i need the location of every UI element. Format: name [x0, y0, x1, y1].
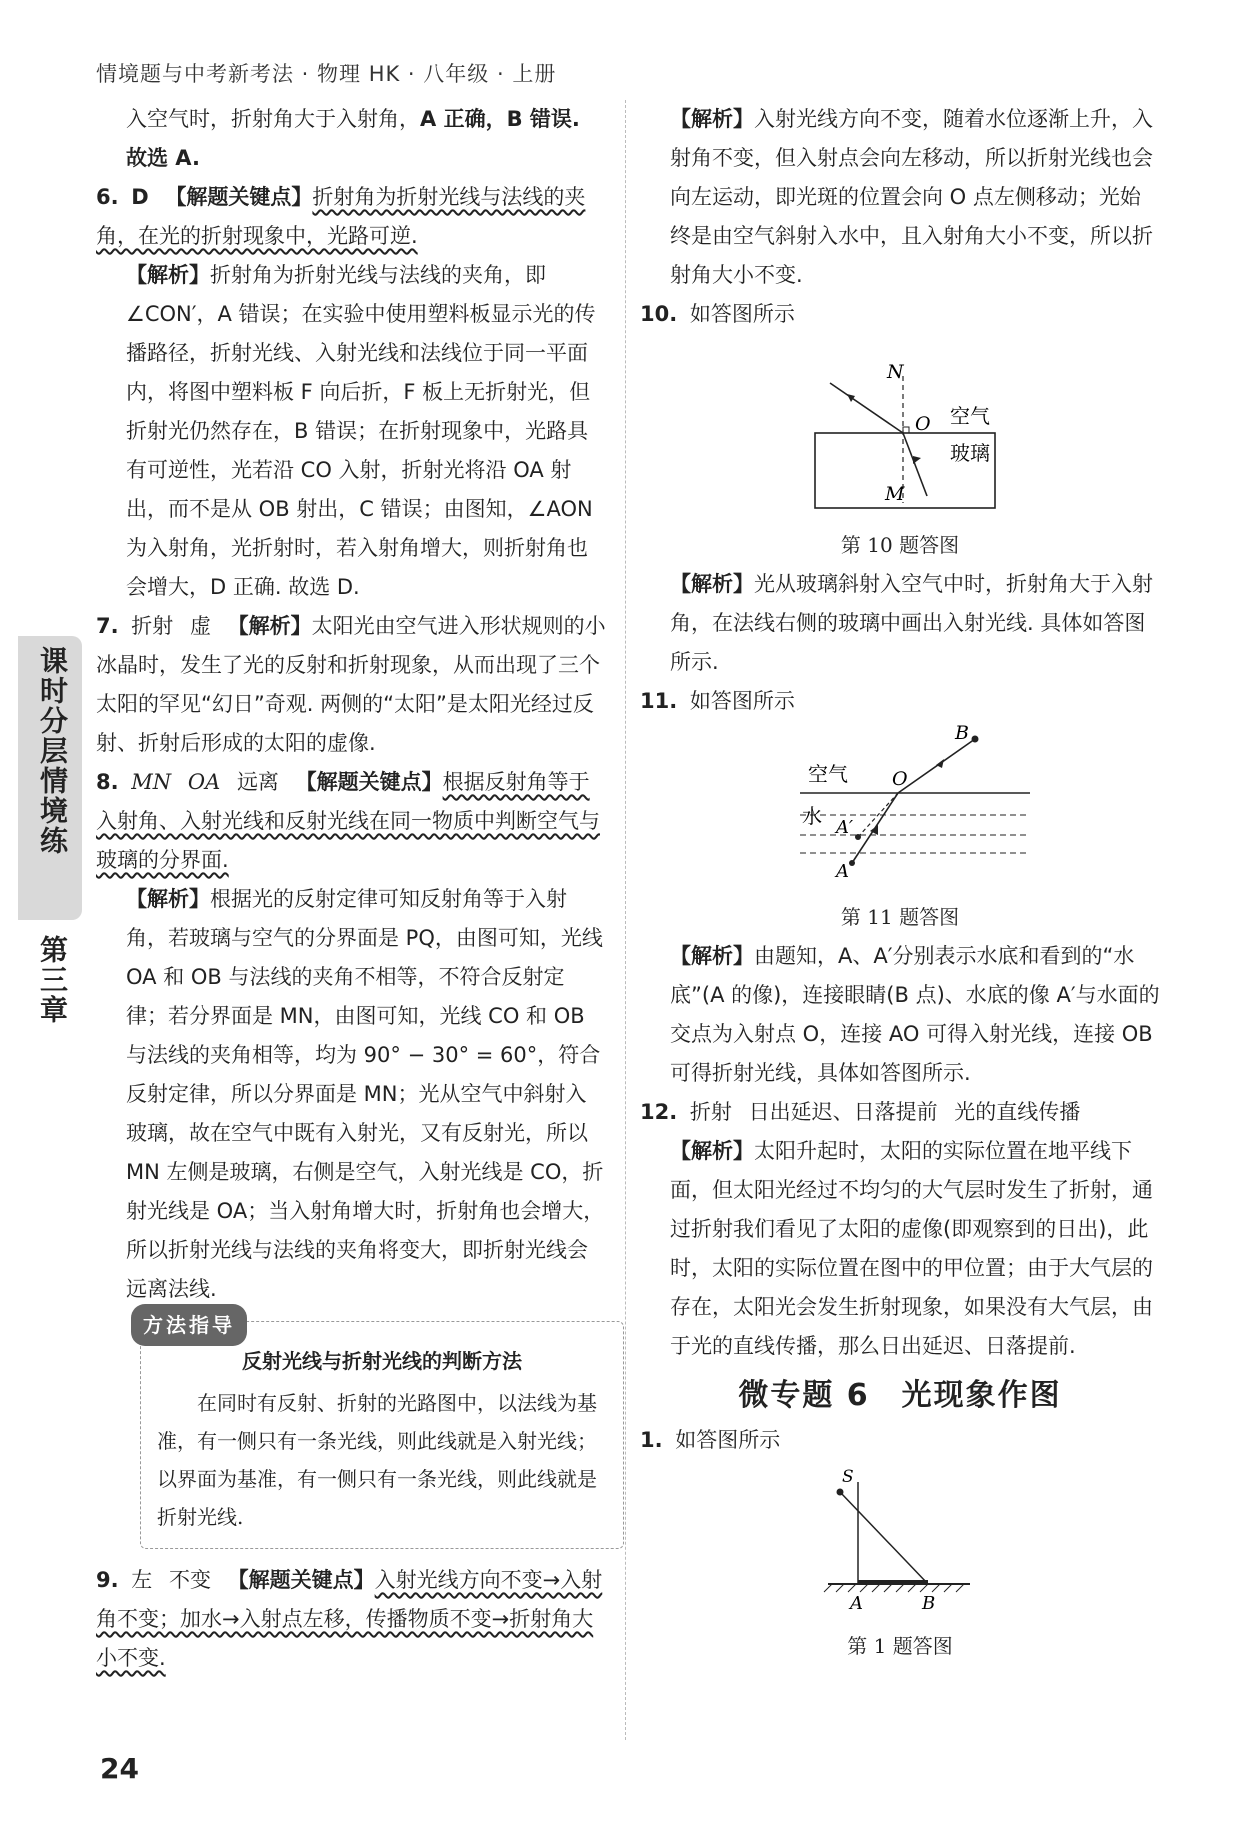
side-tab [18, 636, 82, 920]
q10-num: 10. [640, 302, 678, 326]
q12-answer-2: 日出延迟、日落提前 [748, 1100, 938, 1124]
point-a-prime [855, 834, 861, 840]
ground-hatch [824, 1584, 964, 1592]
q11-analysis-label: 【解析】 [670, 944, 754, 968]
question-6 [96, 178, 606, 607]
q6-answer: D [131, 185, 149, 209]
column-divider [625, 100, 626, 1740]
refracted-ray-ob [898, 739, 975, 793]
q10-caption: 第 10 题答图 [840, 533, 960, 557]
method-title: 反射光线与折射光线的判断方法 [242, 1349, 522, 1373]
point-s [837, 1489, 844, 1496]
point-a [849, 860, 855, 866]
q5-continuation [96, 100, 606, 178]
q9-num: 9. [96, 1568, 119, 1592]
q5-cont-bold: A 正确，B 错误. [420, 107, 580, 131]
special-q1 [640, 1421, 1160, 1666]
q11-lead: 如答图所示 [689, 689, 795, 713]
q8-answer-1: MN [131, 770, 172, 794]
q6-num: 6. [96, 185, 119, 209]
label-m: M [885, 483, 905, 505]
label-s: S [842, 1467, 854, 1487]
method-badge: 方法指导 [131, 1304, 247, 1346]
q6-key-label: 【解题关键点】 [165, 185, 313, 209]
q9-analysis [640, 100, 1160, 295]
q8-num: 8. [96, 770, 119, 794]
label-glass: 玻璃 [950, 441, 990, 465]
incident-ray [903, 433, 927, 496]
s1-diagram [810, 1464, 990, 1614]
question-8 [96, 763, 606, 1309]
q8-analysis-text: 根据光的反射定律可知反射角等于入射角，若玻璃与空气的分界面是 PQ，由图可知，光线 OA 和 OB 与法线的夹角不相等，不符合反射定律；若分界面是 MN，由图可知，光线 CO 和 OB 与法线的夹角相等，均为 90° − 30° = 60°，符合反射定律，所以分界面是 MN；光从空气中斜射入玻璃，故在空气中既有入射光，又有反射光，所以 MN 左侧是玻璃，右侧是空气，入射光线是 CO，折射光线是 OA；当入射角增大时，折射角也会增大，所以折射光线与法线的夹角将变大，即折射光线会远离法线. [126, 887, 605, 1301]
q11-num: 11. [640, 689, 678, 713]
q9-analysis-label: 【解析】 [670, 107, 754, 131]
q12-num: 12. [640, 1100, 678, 1124]
s1-num: 1. [640, 1428, 663, 1452]
incident-arrow [913, 456, 921, 464]
question-12 [640, 1093, 1160, 1366]
label-n: N [887, 361, 904, 383]
s1-lead: 如答图所示 [675, 1428, 781, 1452]
q10-analysis-text: 光从玻璃斜射入空气中时，折射角大于入射角，在法线右侧的玻璃中画出入射光线. 具体如答图所示. [670, 572, 1153, 674]
left-column [96, 100, 606, 1678]
ob-arrow [936, 759, 944, 768]
question-9 [96, 1561, 606, 1678]
q8-analysis-label: 【解析】 [126, 887, 210, 911]
q11-analysis [640, 937, 1160, 1093]
q10-figure [640, 338, 1160, 565]
q7-answer-1: 折射 [131, 614, 174, 638]
q12-analysis [640, 1132, 1160, 1366]
label-o: O [892, 768, 908, 790]
shadow-ab [858, 1580, 928, 1584]
q8-answer-3: 远离 [236, 770, 279, 794]
q12-analysis-label: 【解析】 [670, 1139, 754, 1163]
q9-key-label: 【解题关键点】 [227, 1568, 375, 1592]
q6-analysis-label: 【解析】 [126, 263, 210, 287]
question-7 [96, 607, 606, 763]
q10-analysis [640, 565, 1160, 682]
q7-analysis-label: 【解析】 [227, 614, 312, 638]
label-o: O [915, 413, 931, 435]
q8-answer-2: OA [187, 770, 221, 794]
q8-analysis [96, 880, 606, 1309]
label-air: 空气 [950, 404, 990, 428]
refracted-arrow [847, 394, 855, 402]
q11-diagram [760, 725, 1040, 885]
label-b: B [922, 1593, 936, 1614]
question-11 [640, 682, 1160, 1093]
q6-key-text: 折射角为折射光线与法线的夹角，在光的折射现象中，光路可逆. [96, 185, 586, 248]
q9-key-text: 入射光线方向不变→入射角不变；加水→入射点左移，传播物质不变→折射角大小不变. [96, 1568, 603, 1670]
q11-figure [640, 725, 1160, 937]
label-b: B [955, 725, 969, 744]
section-title: 微专题 6 光现象作图 [738, 1378, 1062, 1413]
q5-cont-line2: 故选 A. [126, 146, 200, 170]
s1-figure [640, 1464, 1160, 1666]
label-water: 水 [802, 804, 822, 828]
q10-lead: 如答图所示 [689, 302, 795, 326]
header-title: 情境题与中考新考法 · 物理 HK · 八年级 · 上册 [96, 62, 557, 86]
q11-caption: 第 11 题答图 [840, 905, 960, 929]
light-ray [840, 1492, 928, 1584]
label-a-prime: A′ [836, 817, 854, 838]
method-guide-box [140, 1313, 624, 1549]
q8-key-label: 【解题关键点】 [295, 770, 443, 794]
q10-diagram [785, 338, 1015, 513]
point-b [972, 736, 979, 743]
q9-answer-1: 左 [131, 1568, 153, 1592]
method-body: 在同时有反射、折射的光路图中，以法线为基准，有一侧只有一条光线，则此线就是入射光线；以界面为基准，有一侧只有一条光线，则此线就是折射光线. [157, 1391, 597, 1529]
label-a: A [850, 1593, 863, 1614]
q12-answer-1: 折射 [689, 1100, 732, 1124]
q9-analysis-text: 入射光线方向不变，随着水位逐渐上升，入射角不变，但入射点会向左移动，所以折射光线也会向左运动，即光斑的位置会向 O 点左侧移动；光始终是由空气斜射入水中，且入射角大小不变，所以折射角大小不变. [670, 107, 1153, 287]
refracted-ray [830, 383, 903, 433]
right-angle-mark [903, 427, 909, 433]
s1-caption: 第 1 题答图 [847, 1634, 953, 1658]
q7-answer-2: 虚 [189, 614, 211, 638]
q11-analysis-text: 由题知，A、A′分别表示水底和看到的“水底”(A 的像)，连接眼睛(B 点)、水底的像 A′与水面的交点为入射点 O，连接 AO 可得入射光线，连接 OB 可得折射光线，具体如答图所示. [670, 944, 1160, 1085]
q6-analysis-text: 折射角为折射光线与法线的夹角，即∠CON′，A 错误；在实验中使用塑料板显示光的传播路径，折射光线、入射光线和法线位于同一平面内，将图中塑料板 F 向后折，F 板上无折射光，但折射光仍然存在，B 错误；在折射现象中，光路具有可逆性，光若沿 CO 入射，折射光将沿 OA 射出，而不是从 OB 射出，C 错误；由图知，∠AON 为入射角，光折射时，若入射角增大，则折射角也会增大，D 正确. 故选 D. [126, 263, 596, 599]
q8-key-text: 根据反射角等于入射角、入射光线和反射光线在同一物质中判断空气与玻璃的分界面. [96, 770, 600, 872]
q12-analysis-text: 太阳升起时，太阳的实际位置在地平线下面，但太阳光经过不均匀的大气层时发生了折射，通过折射我们看见了太阳的虚像(即观察到的日出)，此时，太阳的实际位置在图中的甲位置；由于大气层的存在，太阳光会发生折射现象，如果没有大气层，由于光的直线传播，那么日出延迟、日落提前. [670, 1139, 1153, 1358]
right-column [640, 100, 1160, 1666]
page-number: 24 [100, 1752, 139, 1785]
label-a: A [836, 861, 849, 882]
q12-answer-3: 光的直线传播 [954, 1100, 1081, 1124]
label-air: 空气 [808, 762, 848, 786]
q5-cont-text: 入空气时，折射角大于入射角， [126, 107, 420, 131]
side-chapter-label: 第三章 [36, 935, 69, 1025]
side-tab-label: 课时分层情境练 [36, 646, 69, 856]
question-10 [640, 295, 1160, 682]
q9-answer-2: 不变 [168, 1568, 211, 1592]
q10-analysis-label: 【解析】 [670, 572, 754, 596]
q7-analysis-text: 太阳光由空气进入形状规则的小冰晶时，发生了光的反射和折射现象，从而出现了三个太阳的罕见“幻日”奇观. 两侧的“太阳”是太阳光经过反射、折射后形成的太阳的虚像. [96, 614, 606, 755]
q6-analysis [96, 256, 606, 607]
q7-num: 7. [96, 614, 119, 638]
